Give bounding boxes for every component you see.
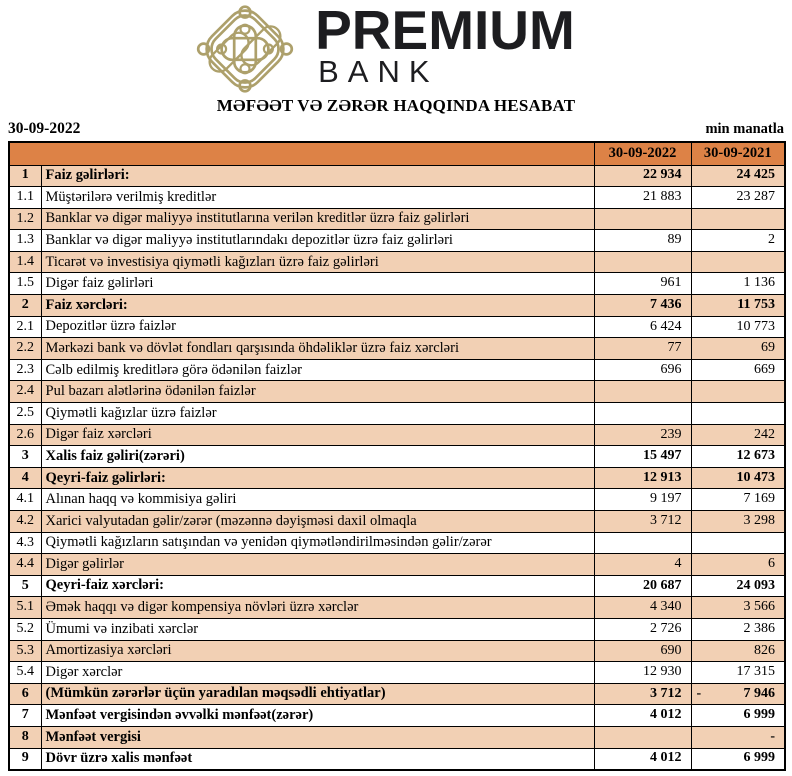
row-number-cell: 4.1 bbox=[9, 489, 41, 511]
table-row bbox=[9, 316, 785, 338]
value-2022-cell: 89 bbox=[594, 230, 691, 252]
value-2021-cell bbox=[691, 403, 785, 425]
table-row bbox=[9, 532, 785, 554]
table-row bbox=[9, 575, 785, 597]
value-2022-cell: 12 930 bbox=[594, 662, 691, 684]
table-row bbox=[9, 467, 785, 489]
table-row bbox=[9, 618, 785, 640]
column-header-2021: 30-09-2021 bbox=[691, 142, 785, 165]
value-text: 7 946 bbox=[743, 685, 775, 701]
row-label-cell: Pul bazarı alətlərinə ödənilən faizlər bbox=[41, 381, 594, 403]
unit-label: min manatla bbox=[705, 121, 784, 137]
value-2022-cell bbox=[594, 726, 691, 748]
value-2022-cell: 4 340 bbox=[594, 597, 691, 619]
table-row bbox=[9, 295, 785, 317]
row-number-cell: 1 bbox=[9, 165, 41, 187]
table-row bbox=[9, 230, 785, 252]
table-row bbox=[9, 683, 785, 705]
table-row bbox=[9, 489, 785, 511]
value-2021-cell bbox=[691, 208, 785, 230]
value-2022-cell: 4 bbox=[594, 554, 691, 576]
row-label-cell: Mənfəət vergisi bbox=[41, 726, 594, 748]
row-number-cell: 3 bbox=[9, 446, 41, 468]
value-2021-cell: 6 999 bbox=[691, 748, 785, 770]
table-row bbox=[9, 748, 785, 770]
table-row bbox=[9, 726, 785, 748]
value-2022-cell bbox=[594, 532, 691, 554]
value-2021-cell: 2 386 bbox=[691, 618, 785, 640]
value-2021-cell: 242 bbox=[691, 424, 785, 446]
value-2021-cell: 3 566 bbox=[691, 597, 785, 619]
row-label-cell: Depozitlər üzrə faizlər bbox=[41, 316, 594, 338]
table-row bbox=[9, 511, 785, 533]
row-label-cell: Alınan haqq və kommisiya gəliri bbox=[41, 489, 594, 511]
value-2022-cell: 21 883 bbox=[594, 187, 691, 209]
brand-header bbox=[0, 0, 778, 94]
table-row bbox=[9, 640, 785, 662]
table-row bbox=[9, 381, 785, 403]
value-2021-cell: 69 bbox=[691, 338, 785, 360]
value-2021-cell: 2 bbox=[691, 230, 785, 252]
table-row bbox=[9, 403, 785, 425]
value-2022-cell bbox=[594, 403, 691, 425]
row-number-cell: 1.1 bbox=[9, 187, 41, 209]
value-2021-cell bbox=[691, 251, 785, 273]
value-2022-cell: 690 bbox=[594, 640, 691, 662]
page-title: MƏFƏƏT VƏ ZƏRƏR HAQQINDA HESABAT bbox=[216, 96, 576, 115]
value-2021-cell bbox=[691, 381, 785, 403]
value-2022-cell: 696 bbox=[594, 359, 691, 381]
value-2022-cell: 3 712 bbox=[594, 683, 691, 705]
table-row bbox=[9, 208, 785, 230]
row-number-cell: 1.3 bbox=[9, 230, 41, 252]
value-2021-cell bbox=[691, 683, 785, 705]
table-header-row bbox=[9, 142, 785, 165]
meta-line bbox=[0, 120, 792, 138]
row-label-cell: Ticarət və investisiya qiymətli kağızları üzrə faiz gəlirləri bbox=[41, 251, 594, 273]
table-row bbox=[9, 446, 785, 468]
value-2021-cell: 11 753 bbox=[691, 295, 785, 317]
table-row bbox=[9, 338, 785, 360]
value-2022-cell: 6 424 bbox=[594, 316, 691, 338]
value-2021-cell: 669 bbox=[691, 359, 785, 381]
row-number-cell: 1.5 bbox=[9, 273, 41, 295]
row-label-cell: Qeyri-faiz gəlirləri: bbox=[41, 467, 594, 489]
row-label-cell: Faiz gəlirləri: bbox=[41, 165, 594, 187]
brand-subname: BANK bbox=[318, 54, 439, 89]
table-row bbox=[9, 554, 785, 576]
value-2021-cell: - bbox=[691, 726, 785, 748]
row-number-cell: 4.2 bbox=[9, 511, 41, 533]
row-label-cell: Ümumi və inzibati xərclər bbox=[41, 618, 594, 640]
value-2022-cell: 3 712 bbox=[594, 511, 691, 533]
value-2022-cell bbox=[594, 381, 691, 403]
row-label-cell: Banklar və digər maliyyə institutlarına verilən kreditlər üzrə faiz gəlirləri bbox=[41, 208, 594, 230]
value-2022-cell: 15 497 bbox=[594, 446, 691, 468]
row-label-cell: Qeyri-faiz xərcləri: bbox=[41, 575, 594, 597]
negative-sign: - bbox=[696, 685, 702, 701]
value-2022-cell: 12 913 bbox=[594, 467, 691, 489]
value-2022-cell: 2 726 bbox=[594, 618, 691, 640]
row-number-cell: 2.2 bbox=[9, 338, 41, 360]
row-label-cell: Dövr üzrə xalis mənfəət bbox=[41, 748, 594, 770]
value-2021-cell: 10 773 bbox=[691, 316, 785, 338]
row-number-cell: 2.5 bbox=[9, 403, 41, 425]
value-2021-cell: 23 287 bbox=[691, 187, 785, 209]
row-number-cell: 4.4 bbox=[9, 554, 41, 576]
table-row bbox=[9, 165, 785, 187]
value-2022-cell: 4 012 bbox=[594, 705, 691, 727]
row-label-cell: Cəlb edilmiş kreditlərə görə ödənilən faizlər bbox=[41, 359, 594, 381]
table-row bbox=[9, 187, 785, 209]
value-2021-cell: 17 315 bbox=[691, 662, 785, 684]
value-2021-cell: 24 425 bbox=[691, 165, 785, 187]
value-2022-cell bbox=[594, 208, 691, 230]
value-2021-cell: 826 bbox=[691, 640, 785, 662]
row-label-cell: Xarici valyutadan gəlir/zərər (məzənnə dəyişməsi daxil olmaqla bbox=[41, 511, 594, 533]
table-row bbox=[9, 424, 785, 446]
row-number-cell: 2.4 bbox=[9, 381, 41, 403]
row-number-cell: 4.3 bbox=[9, 532, 41, 554]
row-number-cell: 2 bbox=[9, 295, 41, 317]
value-2021-cell: 12 673 bbox=[691, 446, 785, 468]
header-empty-cell bbox=[9, 142, 594, 165]
report-date: 30-09-2022 bbox=[8, 120, 81, 137]
row-label-cell: Banklar və digər maliyyə institutlarındakı depozitlər üzrə faiz gəlirləri bbox=[41, 230, 594, 252]
brand-text bbox=[315, 0, 575, 89]
row-number-cell: 1.2 bbox=[9, 208, 41, 230]
table-row bbox=[9, 662, 785, 684]
row-label-cell: Digər xərclər bbox=[41, 662, 594, 684]
value-2022-cell: 961 bbox=[594, 273, 691, 295]
row-label-cell: Mərkəzi bank və dövlət fondları qarşısında öhdəliklər üzrə faiz xərcləri bbox=[41, 338, 594, 360]
table-row bbox=[9, 273, 785, 295]
row-number-cell: 5 bbox=[9, 575, 41, 597]
profit-loss-table bbox=[8, 141, 786, 771]
column-header-2022: 30-09-2022 bbox=[594, 142, 691, 165]
table-row bbox=[9, 705, 785, 727]
value-2022-cell: 4 012 bbox=[594, 748, 691, 770]
row-number-cell: 5.4 bbox=[9, 662, 41, 684]
table-row bbox=[9, 597, 785, 619]
row-number-cell: 2.1 bbox=[9, 316, 41, 338]
value-2021-cell: 1 136 bbox=[691, 273, 785, 295]
row-label-cell: Əmək haqqı və digər kompensiya növləri üzrə xərclər bbox=[41, 597, 594, 619]
value-2021-cell bbox=[691, 532, 785, 554]
row-label-cell: Digər faiz gəlirləri bbox=[41, 273, 594, 295]
value-2022-cell bbox=[594, 251, 691, 273]
value-2022-cell: 239 bbox=[594, 424, 691, 446]
row-label-cell: Digər gəlirlər bbox=[41, 554, 594, 576]
value-2021-cell: 6 bbox=[691, 554, 785, 576]
value-2021-cell: 24 093 bbox=[691, 575, 785, 597]
row-number-cell: 6 bbox=[9, 683, 41, 705]
row-number-cell: 9 bbox=[9, 748, 41, 770]
row-label-cell: Mənfəət vergisindən əvvəlki mənfəət(zərər) bbox=[41, 705, 594, 727]
row-number-cell: 2.3 bbox=[9, 359, 41, 381]
row-number-cell: 1.4 bbox=[9, 251, 41, 273]
row-label-cell: (Mümkün zərərlər üçün yaradılan məqsədli ehtiyatlar) bbox=[41, 683, 594, 705]
row-number-cell: 5.1 bbox=[9, 597, 41, 619]
row-label-cell: Digər faiz xərcləri bbox=[41, 424, 594, 446]
table-row bbox=[9, 251, 785, 273]
celtic-knot-logo-icon bbox=[189, 4, 301, 94]
value-2022-cell: 7 436 bbox=[594, 295, 691, 317]
brand-name: PREMIUM bbox=[315, 0, 575, 61]
row-number-cell: 5.3 bbox=[9, 640, 41, 662]
value-2022-cell: 77 bbox=[594, 338, 691, 360]
row-label-cell: Qiymətli kağızlar üzrə faizlər bbox=[41, 403, 594, 425]
table-row bbox=[9, 359, 785, 381]
value-2021-cell: 3 298 bbox=[691, 511, 785, 533]
value-2021-cell: 7 169 bbox=[691, 489, 785, 511]
report-table-body bbox=[9, 165, 785, 770]
row-number-cell: 8 bbox=[9, 726, 41, 748]
row-number-cell: 7 bbox=[9, 705, 41, 727]
value-2021-cell: 10 473 bbox=[691, 467, 785, 489]
value-2021-cell: 6 999 bbox=[691, 705, 785, 727]
value-2022-cell: 20 687 bbox=[594, 575, 691, 597]
row-number-cell: 4 bbox=[9, 467, 41, 489]
row-label-cell: Müştərilərə verilmiş kreditlər bbox=[41, 187, 594, 209]
row-label-cell: Faiz xərcləri: bbox=[41, 295, 594, 317]
value-2022-cell: 22 934 bbox=[594, 165, 691, 187]
value-2022-cell: 9 197 bbox=[594, 489, 691, 511]
row-label-cell: Xalis faiz gəliri(zərəri) bbox=[41, 446, 594, 468]
row-label-cell: Amortizasiya xərcləri bbox=[41, 640, 594, 662]
row-number-cell: 5.2 bbox=[9, 618, 41, 640]
row-label-cell: Qiymətli kağızların satışından və yenidən qiymətləndirilməsindən gəlir/zərər bbox=[41, 532, 594, 554]
row-number-cell: 2.6 bbox=[9, 424, 41, 446]
